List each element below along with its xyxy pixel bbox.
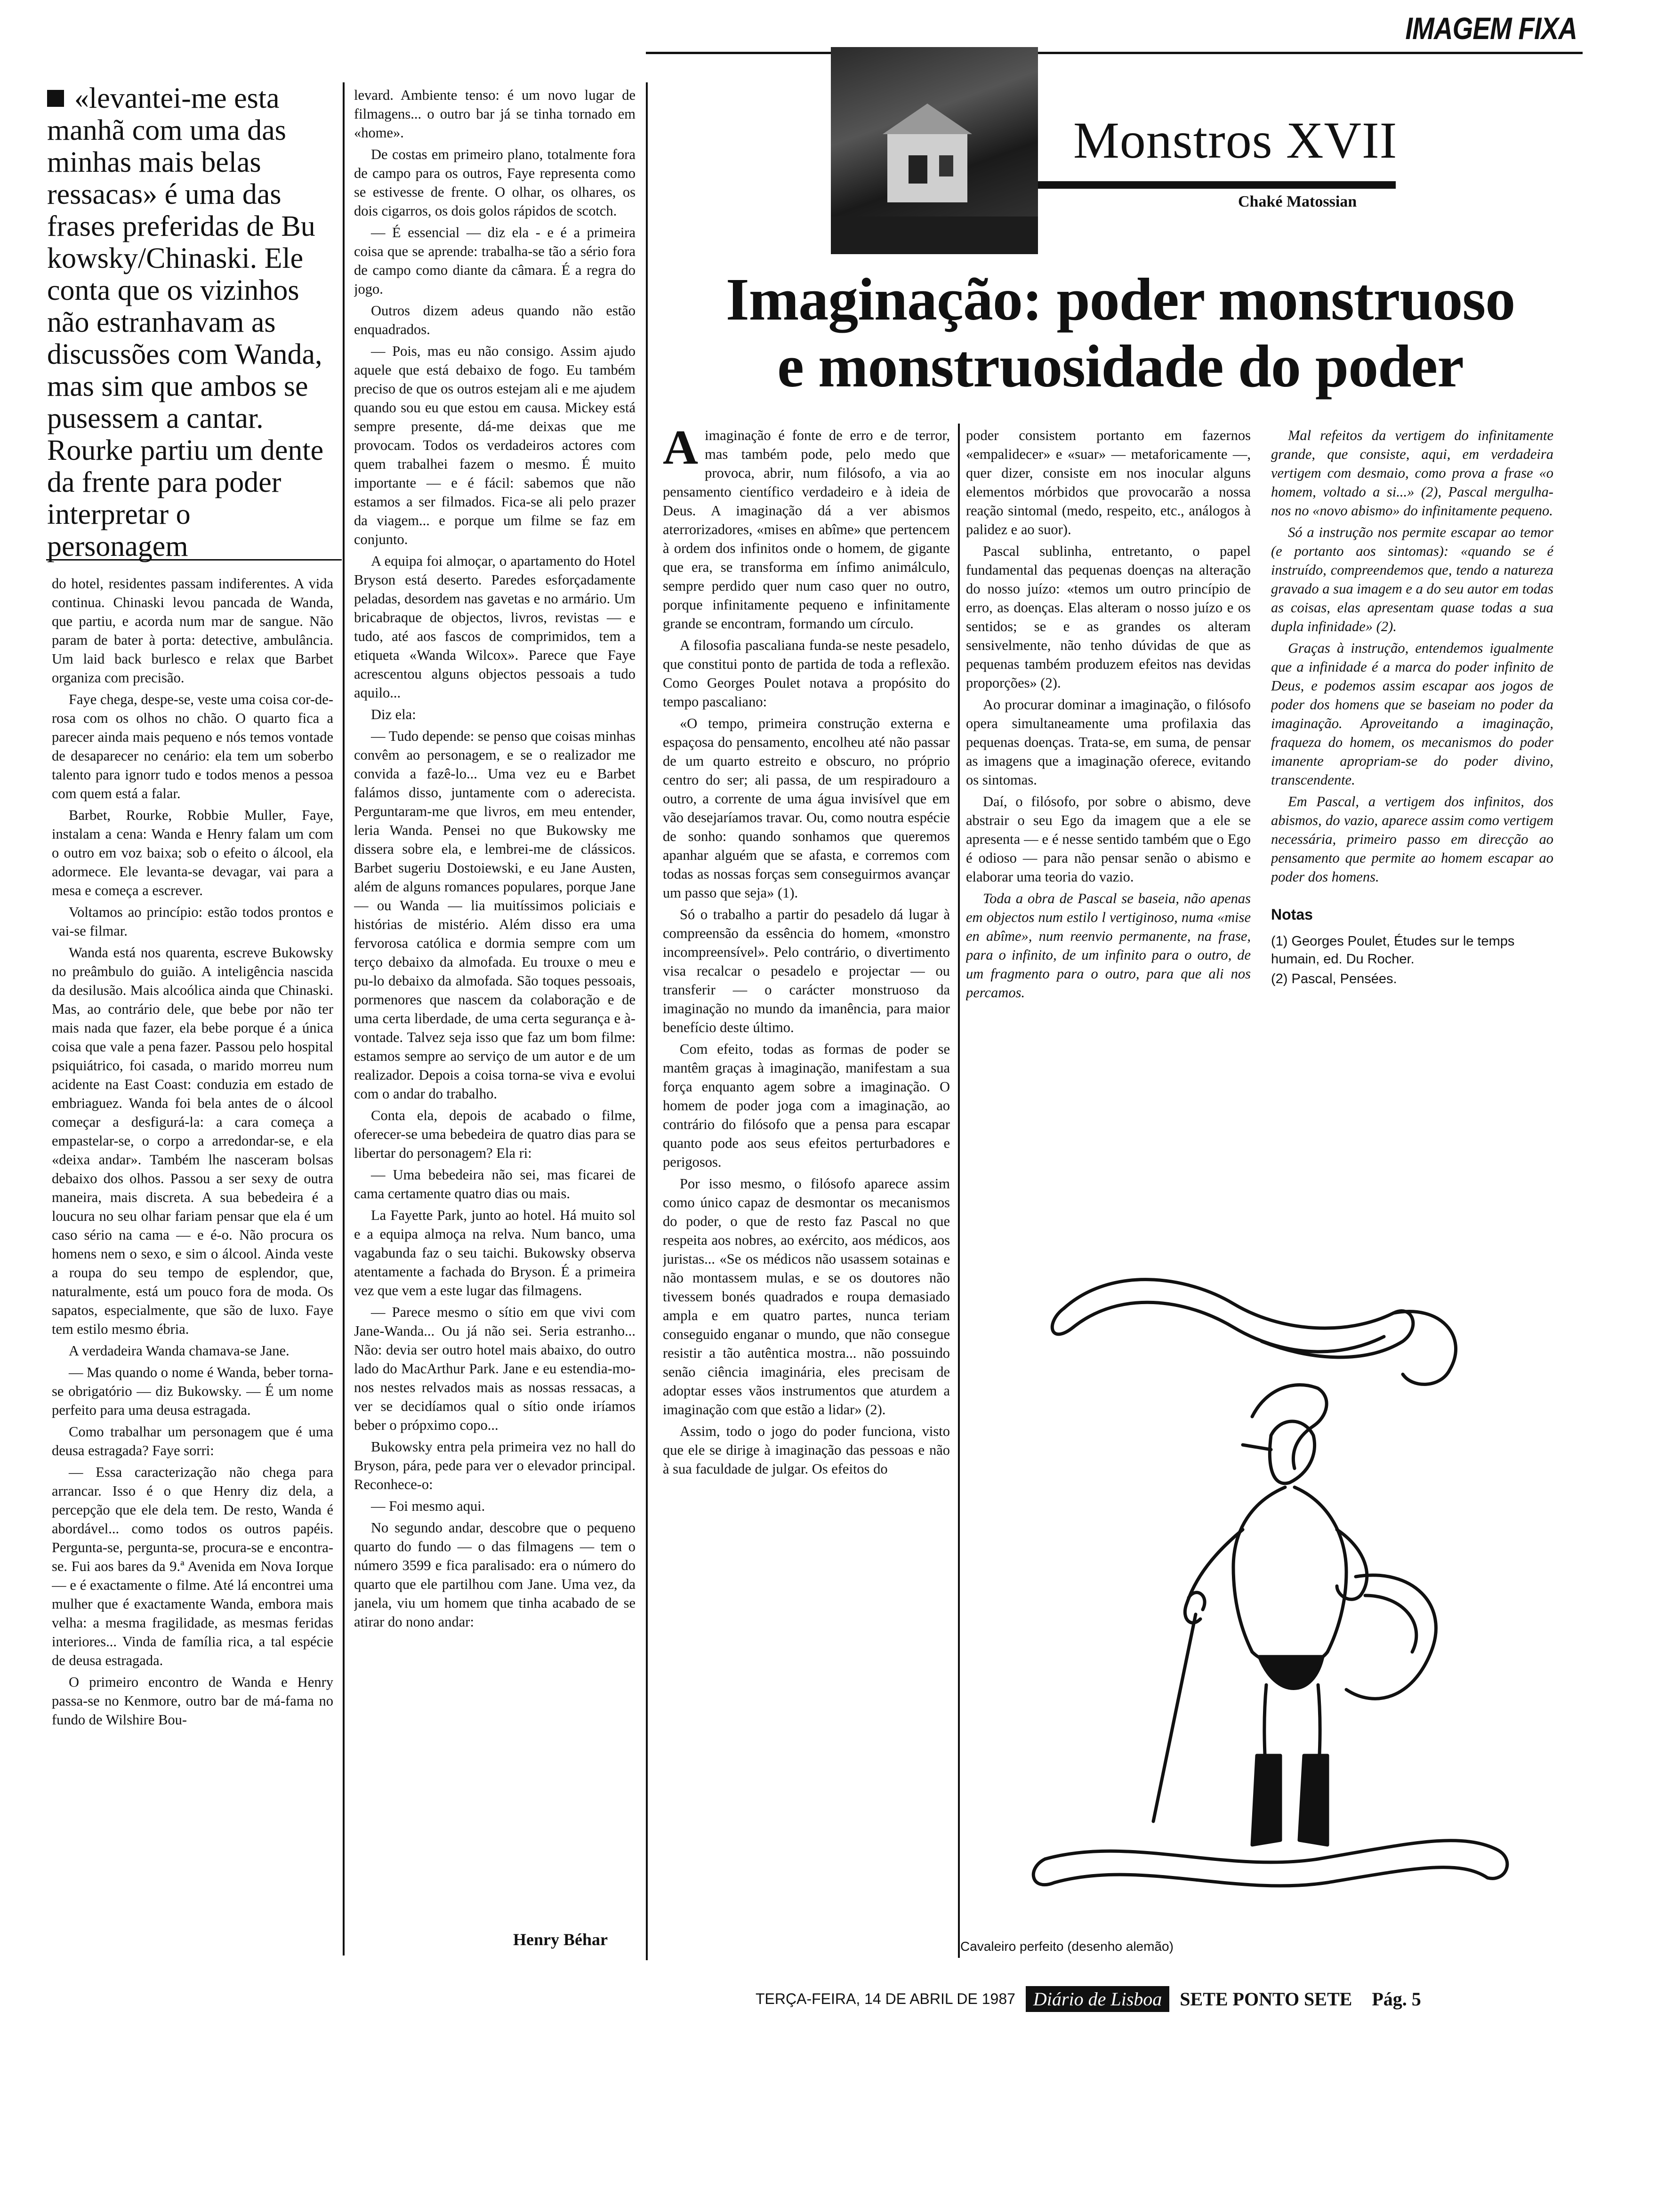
footer [756,1986,1421,2012]
headline-line: Imaginação: poder monstruoso [725,266,1515,333]
paragraph: Voltamos ao princípio: estão todos prontos e vai-se filmar. [52,904,333,939]
paragraph: Conta ela, depois de acabado o filme, oferecer-se uma bebedeira de quatro dias para se libertar do personagem? Ela ri: [354,1107,635,1161]
photo-ground [831,216,1038,254]
paragraph: Como trabalhar um personagem que é uma deusa estragada? Faye sorri: [52,1424,333,1459]
right-article-col3 [663,426,950,1956]
headline-line: e monstruosidade do poder [777,333,1464,400]
signature: Henry Béhar [513,1930,608,1949]
paragraph: — Essa caracterização não chega para arrancar. Isso é o que Henry diz dela, a percepção que ele dela tem. De resto, Wanda é abordável... como todos os outros papéis. Pergunta-se, pergunta-se, procura-se e encontra-se. Fui aos bares da 9.ª Avenida em Nova Iorque — e é exactamente o filme. Até lá encontrei uma mulher que é exactamente Wanda, embora mais velha: a mesma fragilidade, as mesmas feridas interiores... Vinda de família rica, a tal espécie de deusa estragada. [52,1464,333,1668]
paragraph: Toda a obra de Pascal se baseia, não apenas em objectos num estilo l vertiginoso, numa «mise en abîme», num reenvio permanente, na frase, para o infinito, de um infinito para o outro, de um fragmento para o outro, para que ali nos percamos. [966,890,1251,1001]
paragraph: — Foi mesmo aqui. [371,1498,485,1514]
paragraph: Daí, o filósofo, por sobre o abismo, deve abstrair o seu Ego da imagem que a ele se apresenta — e é nesse sentido também que o Ego é odioso — para não pensar senão o abismo e elaborar uma teoria do vazio. [966,793,1251,885]
paragraph: Assim, todo o jogo do poder funciona, visto que ele se dirige à imaginação das pessoas e não à sua faculdade de julgar. Os efeitos do [663,1423,950,1477]
paragraph: — Pois, mas eu não consigo. Assim ajudo aquele que está debaixo de fogo. Eu também preciso de que os outros estejam ali e me ajudem quando sou eu que estou em causa. Mickey está sempre presente, dá-me deixas que me provocam. Todos os verdadeiros actores com quem trabalhei fazem o mesmo. É muito importante — e é fácil: sabemos que não estamos a ser filmados. Fica-se ali pelo prazer da viagem... e porque um filme se faz em conjunto. [354,343,635,547]
paragraph: Diz ela: [371,706,416,722]
paragraph: A equipa foi almoçar, o apartamento do Hotel Bryson está deserto. Paredes esforçadamente peladas, desordem nas gavetas e no armário. Um bricabraque de objectos, livros, revistas — e tudo, até aos fascos de comprimidos, tem a etiqueta «Wanda Wilcox». Parece que Faye acrescentou alguns objectos pessoais a tudo aquilo... [354,553,635,701]
note-item: (2) Pascal, Pensées. [1271,971,1397,986]
sword-hilt [1189,1593,1205,1610]
paragraph: O primeiro encontro de Wanda e Henry passa-se no Kenmore, outro bar de má-fama no fundo de Wilshire Bou- [52,1674,333,1728]
paragraph: Pascal sublinha, entretanto, o papel fundamental das pequenas doenças na alteração do nosso juízo: «temos um outro princípio de erro, as doenças. Elas alteram o nosso juízo e os sentidos; se e as grandes os alteram sensivelmente, não tenho dúvidas de que as pequenas também produzem efeitos nas devidas proporções» (2). [966,543,1251,691]
notes [1271,905,1553,988]
column-rule [646,82,648,1960]
section-tag: IMAGEM FIXA [1405,11,1577,46]
sword-blade [1153,1614,1196,1821]
banner-curl-right [1393,1312,1456,1385]
right-article-col4 [966,426,1251,1226]
paragraph: do hotel, residentes passam indiferentes. A vida continua. Chinaski levou pancada de Wanda, que partiu, e acorda num mar de sangue. Não param de bater à porta: detective, ambulância. Um laid back burlesco e relax que Barbet organiza com precisão. [52,576,333,686]
paragraph: Outros dizem adeus quando não estão enquadrados. [354,303,635,337]
right-boot [1299,1755,1327,1845]
newspaper-logo: Diário de Lisboa [1026,1986,1169,2012]
paragraph: No segundo andar, descobre que o pequeno quarto do fundo — o das filmagens — tem o número 3599 e fica paralisado: era o número do quarto que ele partilhou com Jane. Uma vez, da janela, viu um homem que tinha acabado de se atirar do nono andar: [354,1520,635,1630]
torso-left [1233,1487,1285,1652]
loincloth [1259,1657,1323,1689]
series-kicker: Monstros XVII [1073,112,1398,169]
paragraph: A verdadeira Wanda chamava-se Jane. [69,1343,290,1359]
ground-scroll-curl [1033,1859,1054,1885]
kicker-rule [1038,181,1396,189]
paragraph: Wanda está nos quarenta, escreve Bukowsky no preâmbulo do guião. A inteligência nascida da desilusão. Mais alcoólica ainda que Chinaski. Mas, ao contrário dele, que bebe por não ter mais nada que fazer, ela bebe porque é a única coisa que vale a pena fazer. Passou pelo hospital psiquiátrico, foi casada, o marido morreu num acidente na East Coast: conduzia em estado de embriaguez. Wanda foi bela antes de o álcool começar a desfigurá-la: a cara começa a empastelar-se, o corpo a arredondar-se, e ela «deixa andar». Também lhe nasceram bolsas debaixo dos olhos. Passou a ser sexy de outra maneira, mais discreta. A sua bebedeira é a loucura no seu olhar fariam pensar que ela é um caso sério na cama — e é-o. Não procura os homens nem o sexo, e sim o álcool. Ainda veste a roupa do seu tempo de esplendor, que, naturalmente, está um pouco fora de moda. Os sapatos, especialmente, que são de luxo. Faye tem estilo mesmo ébria. [52,945,333,1337]
header-photo [831,47,1038,254]
ground-scroll-inner [1054,1867,1488,1886]
paragraph: Por isso mesmo, o filósofo aparece assim como único capaz de desmontar os mecanismos do poder, o que de resto faz Pascal no que respeita aos nobres, ao exército, aos médicos, aos juristas... «Se os médicos não usassem sotainas e não montassem mulas, e se os doutores não tivessem bonés quadrados e roupa demasiado ampla e em quatro partes, nunca teriam conseguido enganar o mundo, que não consegue resistir a tão autêntica mostra... não possuindo senão ciência imaginária, eles precisam de adoptar esses vãos instrumentos que aturdem a imaginação com que estão a lidar» (2). [663,1176,950,1418]
photo-window [909,155,927,184]
column-rule [343,82,345,1956]
knight-drawing [989,1247,1553,1948]
paragraph: De costas em primeiro plano, totalmente fora de campo para os outros, Faye representa como se estivesse de frente. O olhar, os olhares, os dois cigarros, os dois golos rápidos de scotch. [354,146,635,219]
photo-window [939,155,953,176]
top-rule [646,52,1583,54]
supplement-name: SETE PONTO SETE [1180,1988,1352,2010]
banner-curl [1052,1308,1073,1334]
paragraph: Só a instrução nos permite escapar ao temor (e portanto aos sintomas): «quando se é instruído, compreendemos que, tendo a natureza gravado a sua imagem e a do seu autor em todas as coisas, elas apresentam quase todas a sua dupla infinidade» (2). [1271,524,1553,634]
paragraph: — Tudo depende: se penso que coisas minhas convêm ao personagem, e se o realizador me convida a fazê-lo... Uma vez eu e Barbet falámos disso, juntamente com o aderecista. Perguntaram-me que livros, em meu entender, leria Wanda. Pensei no que Bukowsky me dissera sobre ela, e lembrei-me de clássicos. Barbet sugeriu Dostoiewski, e eu Jane Austen, além de alguns romances populares, porque Jane — ou Wanda — lia muitíssimos policiais e histórias de mistério. Além disso era uma fervorosa católica e dormia sempre com um terço debaixo da almofada. Eu trouxe o meu e pu-lo debaixo da almofada. São toques pessoais, pormenores que nascem da colaboração e de uma certa liberdade, de uma certa segurança e à-vontade. Talvez seja isso que faz um bom filme: estamos sempre ao serviço de um autor e de um realizador. Depois a coisa torna-se viva e evolui com o andar do trabalho. [354,728,635,1102]
pull-quote [47,82,334,562]
torso-right [1295,1487,1346,1652]
illustration-caption: Cavaleiro perfeito (desenho alemão) [960,1939,1174,1954]
left-boot [1252,1755,1280,1845]
page-number: Pág. 5 [1372,1988,1421,2010]
column-rule [958,424,960,1958]
dropcap: A [663,426,699,474]
paragraph: Barbet, Rourke, Robbie Muller, Faye, instalam a cena: Wanda e Henry falam um com o outro em voz baixa; sob o efeito o álcool, ela adormece. Ele levanta-se devagar, vai para a mesa e começa a escrever. [52,807,333,898]
paragraph: Graças à instrução, entendemos igualmente que a infinidade é a marca do poder infinito de Deus, e podemos assim escapar aos jogos de poder dos homens que se baseiam no poder da imaginação. Aproveitando a imaginação, fraqueza do homem, os mecanismos do poder imanente apropriam-se do poder divino, transcendente. [1271,640,1553,788]
paragraph: A filosofia pascaliana funda-se neste pesadelo, que constitui ponto de partida de toda a reflexão. Como Georges Poulet notava a propósito do tempo pascaliano: [663,637,950,710]
note-item: (1) Georges Poulet, Études sur le temps humain, ed. Du Rocher. [1271,934,1515,967]
paragraph: La Fayette Park, junto ao hotel. Há muito sol e a equipa almoça na relva. Num banco, uma vagabunda faz o seu taichi. Bukowsky observa atentamente a fachada do Bryson. É a primeira vez que vem a este lugar das filmagens. [354,1207,635,1298]
paragraph: poder consistem portanto em fazernos «empalidecer» e «suar» — metaforicamente —, quer dizer, consiste em nos inocular alguns elementos mórbidos que provocarão a nossa reação sintomal (medo, respeito, etc., análogos à palidez e ao suor). [966,427,1251,537]
paragraph: Ao procurar dominar a imaginação, o filósofo opera simultaneamente uma profilaxia das pequenas doenças. Trata-se, em suma, de pensar as imagens que a imaginação oferece, evitando os sintomas. [966,697,1251,788]
helmet-beak [1243,1445,1271,1450]
right-article-col5 [1271,426,1553,1226]
author-byline: Chaké Matossian [1238,193,1357,210]
photo-building [831,47,1038,254]
paragraph: — Uma bebedeira não sei, mas ficarei de cama certamente quatro dias ou mais. [354,1167,635,1202]
paragraph: — Mas quando o nome é Wanda, beber torna-se obrigatório — diz Bukowsky. — É um nome perfeito para uma deusa estragada. [52,1364,333,1418]
notes-title: Notas [1271,906,1313,923]
knight-illustration [989,1247,1553,1948]
paragraph: — É essencial — diz ela - e é a primeira coisa que se aprende: trabalha-se tão a sério fora de campo como diante da câmara. É a regra do jogo. [354,224,635,297]
paragraph: Só o trabalho a partir do pesadelo dá lugar à compreensão da essência do homem, «monstro incompreensível». Pelo contrário, o divertimento visa recalcar o pesadelo e projectar — ou transferir — o carácter monstruoso da imaginação no mundo da imanência, para maior benefício deste último. [663,906,950,1035]
left-article-col2 [354,86,635,1912]
lead-paragraph-text: imaginação é fonte de erro e de terror, mas também pode, pelo medo que provoca, abrir, num filósofo, a via ao pensamento científico verdadeiro e à ideia de Deus. A imaginação dá a ver abismos aterrorizadores, «mises en abîme» que pertencem à ordem dos infinitos onde o homem, de gigante que era, se transforma em ínfimo animálculo, sempre perdido quer num caso quer no outro, porque infinitamente pequeno e infinitamente grande se encontram, formando um círculo. [663,427,950,632]
ground-scroll [1045,1841,1507,1879]
ribbon-right-inner [1365,1595,1416,1652]
helmet-crest [1252,1385,1327,1469]
footer-date: TERÇA-FEIRA, 14 DE ABRIL DE 1987 [756,1990,1015,2007]
paragraph: Com efeito, todas as formas de poder se mantêm graças à imaginação, manifestam a sua força enquanto agem sobre a imaginação. O homem de poder joga com a imaginação, ao contrário do filósofo que a pensa para escapar quanto pode aos seus efeitos perturbadores e perigosos. [663,1041,950,1170]
paragraph: Faye chega, despe-se, veste uma coisa cor-de-rosa com os olhos no chão. O quarto fica a parecer ainda mais pequeno e nós temos vontade de desaparecer no cenário: ela tem um soberbo talento para ignorr tudo e todos menos a pessoa com quem está a falar. [52,691,333,801]
paragraph: Em Pascal, a vertigem dos infinitos, dos abismos, do vazio, aparece assim como vertigem necessária, primeiro passo em direcção ao pensamento que permite ao homem escapar ao poder dos homens. [1271,793,1553,885]
paragraph: — Parece mesmo o sítio em que vivi com Jane-Wanda... Ou já não sei. Seria estranho... Não: devia ser outro hotel mais abaixo, do outro lado do MacArthur Park. Jane e eu estendia-mo-nos nestes relvados mais as nossas ressacas, a ver se decidíamos qual o sítio onde iríamos beber o própximo copo... [354,1304,635,1433]
headline [659,266,1582,400]
paragraph [663,426,950,633]
left-article-col1 [52,574,333,1981]
paragraph: levard. Ambiente tenso: é um novo lugar de filmagens... o outro bar já se tinha tornado em «home». [354,87,635,141]
paragraph: «O tempo, primeira construção externa e espaçosa do pensamento, encolheu até não passar de um quarto estreito e obscuro, no próprio centro do ser; ali passa, de um respiradouro a outro, a corrente de uma água invisível que em vão desejaríamos travar. Ou, como noutra espécie de sonho: quando sonhamos que queremos apanhar alguém que se afasta, e corremos com todas as nossas forças sem conseguirmos avançar um passo que seja» (1). [663,715,950,901]
paragraph: Mal refeitos da vertigem do infinitamente grande, que consiste, aqui, em verdadeira vertigem com desmaio, como prova a frase «o homem, voltado a si...» (2), Pascal mergulha-nos no «novo abismo» do infinitamente pequeno. [1271,427,1553,519]
pull-quote-text: «levantei-me esta manhã com uma das minhas mais belas ressacas» é uma das frases preferidas de Bu kowsky/Chinaski. Ele conta que os vizinhos não estranhavam as discussões com Wanda, mas sim que ambos se pusessem a cantar. Rourke partiu um dente da frente para poder interpretar o personagem [47,82,324,562]
bullet-square-icon [47,90,64,107]
paragraph: Bukowsky entra pela primeira vez no hall do Bryson, pára, pede para ver o elevador principal. Reconhece-o: [354,1439,635,1492]
photo-roof [883,104,972,134]
